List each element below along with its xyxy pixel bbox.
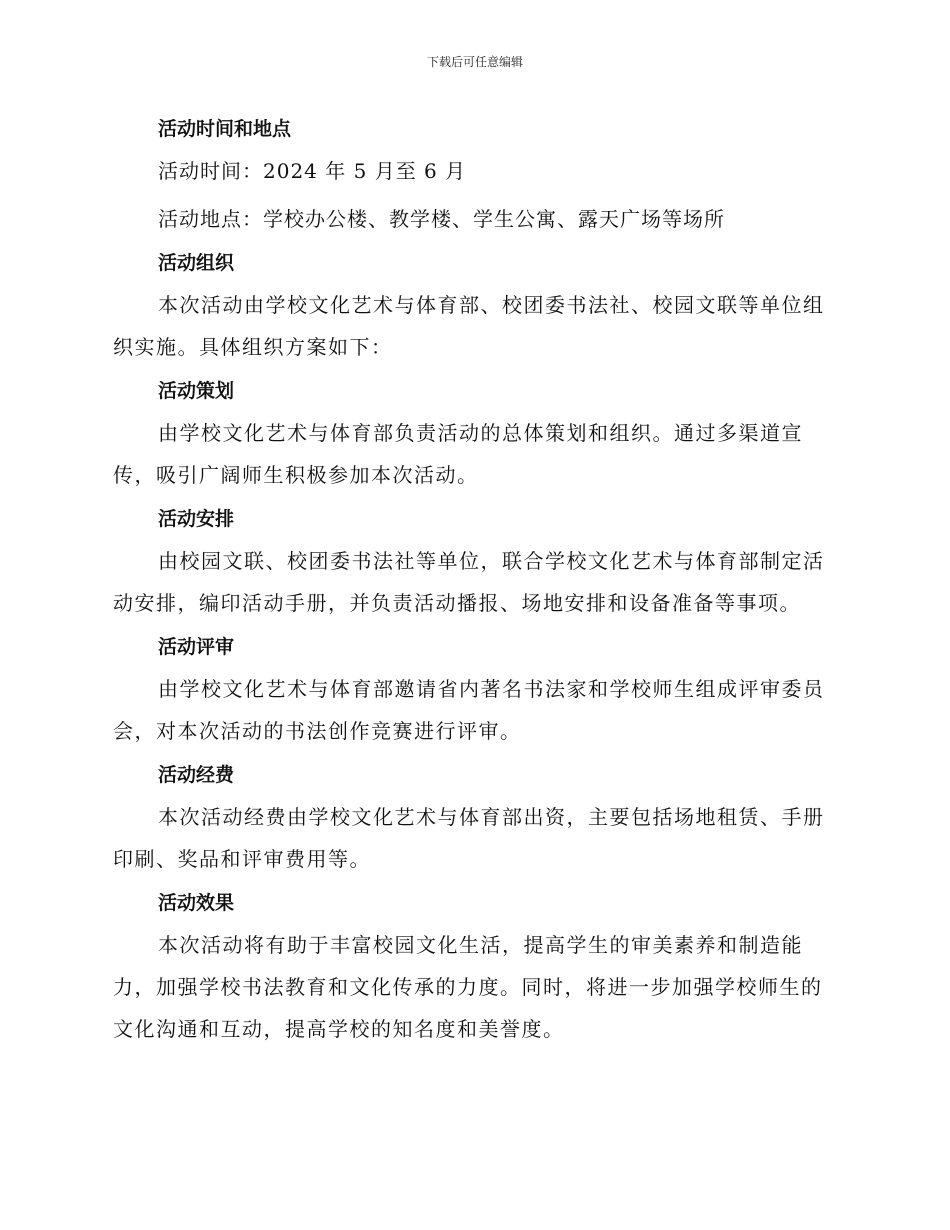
document-body [113,108,833,1050]
page-header: 下载后可任意编辑 [426,55,523,69]
effect-paragraph: 本次活动将有助于丰富校园文化生活，提高学生的审美素养和制造能力，加强学校书法教育和文化传承的力度。同时，将进一步加强学校师生的文化沟通和互动，提高学校的知名度和美誉度。 [113,933,823,1041]
section-heading-organization: 活动组织 [158,252,235,274]
section-heading-funding: 活动经费 [158,764,235,786]
planning-paragraph: 由学校文化艺术与体育部负责活动的总体策划和组织。通过多渠道宣传，吸引广阔师生积极参加本次活动。 [113,421,803,487]
activity-location-line: 活动地点：学校办公楼、教学楼、学生公寓、露天广场等场所 [158,207,725,231]
section-heading-effect: 活动效果 [158,892,235,914]
section-heading-review: 活动评审 [158,636,235,658]
organization-paragraph: 本次活动由学校文化艺术与体育部、校团委书法社、校园文联等单位组织实施。具体组织方案如下： [113,293,825,359]
section-heading-planning: 活动策划 [158,380,235,402]
activity-time-line: 活动时间：2024 年 5 月至 6 月 [158,159,467,183]
funding-paragraph: 本次活动经费由学校文化艺术与体育部出资，主要包括场地租赁、手册印刷、奖品和评审费用等。 [113,805,825,871]
arrangement-paragraph: 由校园文联、校团委书法社等单位，联合学校文化艺术与体育部制定活动安排，编印活动手册，并负责活动播报、场地安排和设备准备等事项。 [113,549,825,615]
review-paragraph: 由学校文化艺术与体育部邀请省内著名书法家和学校师生组成评审委员会，对本次活动的书法创作竞赛进行评审。 [113,677,825,743]
section-heading-time-place: 活动时间和地点 [158,118,292,140]
section-heading-arrangement: 活动安排 [158,508,235,530]
